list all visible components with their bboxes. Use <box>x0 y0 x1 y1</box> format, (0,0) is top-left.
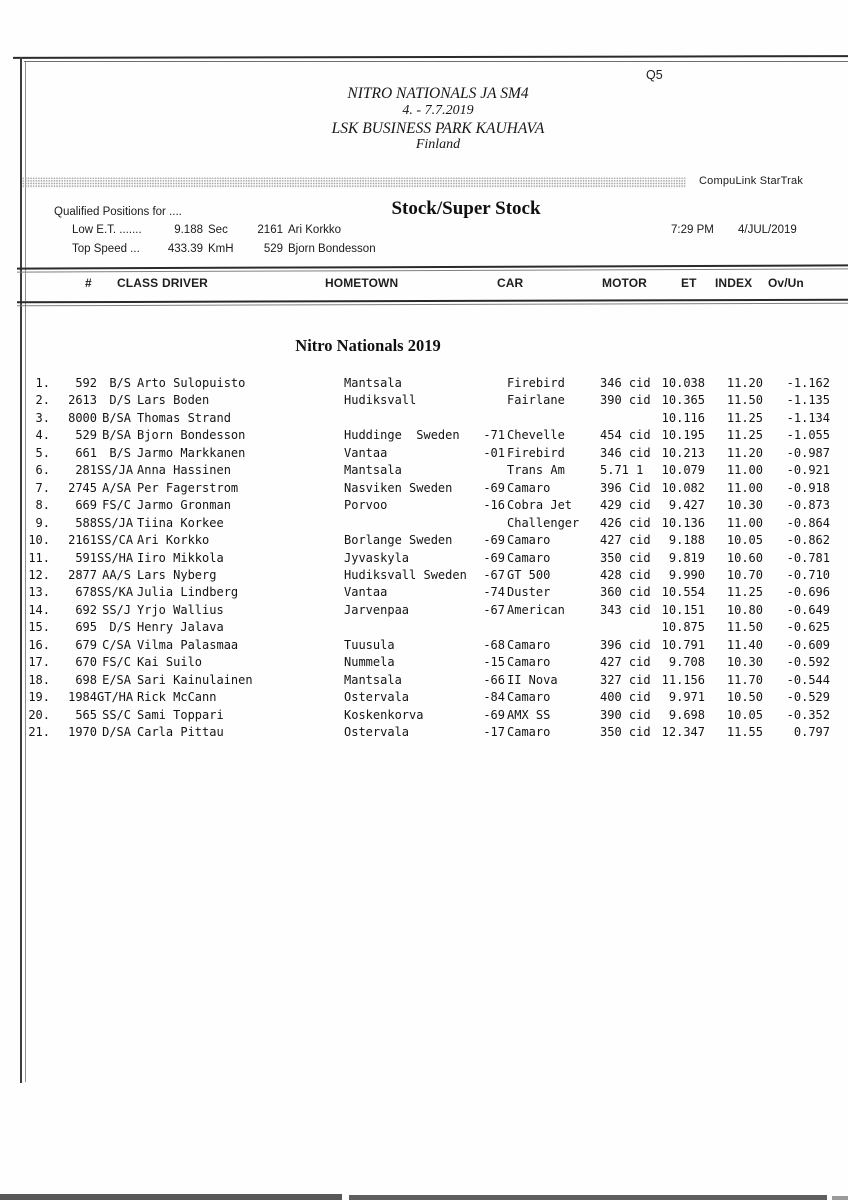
class-cell: D/S <box>109 393 131 408</box>
page-border-top-inner <box>24 61 848 62</box>
car-year-cell <box>481 410 505 427</box>
rank-cell: 12. <box>28 567 50 582</box>
et-cell: 10.116 <box>661 410 705 425</box>
driver-cell: Carla Pittau <box>137 725 224 740</box>
car-year-cell <box>481 462 505 479</box>
col-header-ovun: Ov/Un <box>768 276 804 290</box>
et-cell: 9.819 <box>668 550 705 565</box>
low-et-car-number: 2161 <box>257 224 283 236</box>
table-row <box>0 445 830 462</box>
class-cell: SS/JA <box>97 515 134 530</box>
hometown-cell: Hudiksvall Sweden <box>344 567 467 582</box>
motor-cell: 396 Cid <box>600 480 651 495</box>
rank-cell: 21. <box>28 725 50 740</box>
car-number-cell: 678 <box>75 585 97 600</box>
car-model-cell: AMX SS <box>507 707 551 722</box>
hometown-cell: Jarvenpaa <box>344 602 410 617</box>
et-cell: 10.365 <box>661 393 705 408</box>
car-year-cell: -68 <box>483 637 505 652</box>
class-cell: C/SA <box>102 637 131 652</box>
driver-cell: Iiro Mikkola <box>137 550 224 565</box>
car-number-cell: 2613 <box>68 393 97 408</box>
car-model-cell: Duster <box>507 585 551 600</box>
index-cell: 11.25 <box>726 585 763 600</box>
rank-cell: 7. <box>35 480 50 495</box>
ovun-cell: -0.529 <box>786 690 830 705</box>
driver-cell: Per Fagerstrom <box>137 480 239 495</box>
table-row <box>0 637 830 654</box>
ovun-cell: -0.918 <box>786 480 830 495</box>
car-number-cell: 588 <box>75 515 97 530</box>
event-dates: 4. - 7.7.2019 <box>402 103 474 118</box>
car-model-cell: Camaro <box>507 690 551 705</box>
et-cell: 9.708 <box>668 655 705 670</box>
index-cell: 11.25 <box>726 410 763 425</box>
et-cell: 10.213 <box>661 445 705 460</box>
scan-bottom-band <box>0 1194 342 1200</box>
car-model-cell: Fairlane <box>507 393 565 408</box>
ovun-cell: 0.797 <box>793 725 830 740</box>
motor-cell: 454 cid <box>600 428 651 443</box>
et-cell: 11.156 <box>661 672 705 687</box>
table-row <box>0 672 830 689</box>
page-label: Q5 <box>646 68 663 82</box>
col-header-number: # <box>85 276 92 290</box>
hometown-cell: Ostervala <box>344 725 410 740</box>
motor-cell: 390 cid <box>600 393 651 408</box>
scan-bottom-band <box>832 1196 848 1200</box>
top-speed-value: 433.39 <box>167 243 203 255</box>
car-year-cell: -01 <box>483 445 505 460</box>
driver-cell: Sami Toppari <box>137 707 224 722</box>
car-year-cell: -67 <box>483 567 505 582</box>
et-cell: 9.188 <box>668 533 705 548</box>
car-model-cell: Trans Am <box>507 463 565 478</box>
car-number-cell: 692 <box>75 602 97 617</box>
class-cell: B/S <box>109 445 131 460</box>
results-section-title: Nitro Nationals 2019 <box>295 336 441 355</box>
rank-cell: 18. <box>28 672 50 687</box>
class-cell: SS/JA <box>97 463 134 478</box>
hometown-cell: Hudiksvall <box>344 393 417 408</box>
car-number-cell: 529 <box>75 428 97 443</box>
rank-cell: 3. <box>35 410 50 425</box>
car-model-cell: Challenger <box>507 515 580 530</box>
col-header-et: ET <box>681 276 697 290</box>
class-cell: SS/J <box>102 602 131 617</box>
hometown-cell: Vantaa <box>344 445 388 460</box>
car-year-cell <box>481 619 505 636</box>
class-cell: E/SA <box>102 672 131 687</box>
low-et-driver: Ari Korkko <box>288 224 342 236</box>
et-cell: 9.698 <box>668 707 705 722</box>
results-table <box>0 375 830 742</box>
rank-cell: 13. <box>28 585 50 600</box>
ovun-cell: -0.625 <box>786 620 830 635</box>
car-model-cell: Firebird <box>507 445 565 460</box>
col-header-index: INDEX <box>715 276 753 290</box>
ovun-cell: -0.649 <box>786 602 830 617</box>
motor-cell: 350 cid <box>600 550 651 565</box>
class-cell: SS/KA <box>97 585 134 600</box>
low-et-label: Low E.T. ....... <box>72 224 142 236</box>
index-cell: 11.70 <box>726 672 763 687</box>
car-model-cell: II Nova <box>507 672 558 687</box>
index-cell: 10.30 <box>726 655 763 670</box>
et-cell: 9.427 <box>668 498 705 513</box>
low-et-unit: Sec <box>208 224 228 236</box>
car-year-cell: -67 <box>483 602 505 617</box>
top-speed-unit: KmH <box>208 243 234 255</box>
class-cell: B/S <box>109 376 131 390</box>
class-cell: B/SA <box>102 410 131 425</box>
class-cell: FS/C <box>102 655 131 670</box>
car-number-cell: 2161 <box>68 533 97 548</box>
print-time: 7:29 PM <box>671 224 714 236</box>
et-cell: 10.791 <box>661 637 705 652</box>
driver-cell: Tiina Korkee <box>137 515 224 530</box>
driver-cell: Lars Boden <box>137 393 210 408</box>
car-number-cell: 565 <box>75 707 97 722</box>
table-row <box>0 567 830 584</box>
ovun-cell: -0.987 <box>786 445 830 460</box>
header-rule-bottom-inner <box>17 303 848 307</box>
class-cell: SS/CA <box>97 533 134 548</box>
class-cell: FS/C <box>102 498 131 513</box>
hometown-cell: Jyvaskyla <box>344 550 410 565</box>
ovun-cell: -1.162 <box>786 376 830 390</box>
et-cell: 10.151 <box>661 602 705 617</box>
driver-cell: Jarmo Gronman <box>137 498 231 513</box>
table-row <box>0 497 830 514</box>
car-number-cell: 8000 <box>68 410 97 425</box>
index-cell: 10.80 <box>726 602 763 617</box>
class-cell: SS/HA <box>97 550 134 565</box>
class-cell: B/SA <box>102 428 131 443</box>
driver-cell: Julia Lindberg <box>137 585 239 600</box>
motor-cell: 427 cid <box>600 655 651 670</box>
ovun-cell: -0.864 <box>786 515 830 530</box>
driver-cell: Bjorn Bondesson <box>137 428 246 443</box>
col-header-car: CAR <box>497 276 524 290</box>
hometown-cell <box>344 619 481 636</box>
driver-cell: Yrjo Wallius <box>137 602 224 617</box>
ovun-cell: -0.352 <box>786 707 830 722</box>
table-row <box>0 619 830 636</box>
table-row <box>0 515 830 532</box>
table-row <box>0 654 830 671</box>
car-number-cell: 2745 <box>68 480 97 495</box>
hometown-cell: Borlange Sweden <box>344 533 453 548</box>
col-header-driver: DRIVER <box>162 276 208 290</box>
index-cell: 11.25 <box>726 428 763 443</box>
et-cell: 10.195 <box>661 428 705 443</box>
table-row <box>0 480 830 497</box>
index-cell: 11.00 <box>726 463 763 478</box>
driver-cell: Rick McCann <box>137 690 217 705</box>
motor-cell <box>598 410 655 427</box>
event-country: Finland <box>415 137 461 152</box>
table-row <box>0 584 830 601</box>
car-model-cell: Camaro <box>507 637 551 652</box>
car-model-cell: Firebird <box>507 376 565 390</box>
index-cell: 10.50 <box>726 690 763 705</box>
table-row <box>0 392 830 409</box>
ovun-cell: -0.544 <box>786 672 830 687</box>
motor-cell: 427 cid <box>600 533 651 548</box>
table-row <box>0 532 830 549</box>
rank-cell: 17. <box>28 655 50 670</box>
ovun-cell: -0.710 <box>786 567 830 582</box>
table-row <box>0 689 830 706</box>
ovun-cell: -0.921 <box>786 463 830 478</box>
table-row <box>0 462 830 479</box>
car-number-cell: 670 <box>75 655 97 670</box>
low-et-value: 9.188 <box>174 224 203 236</box>
car-year-cell: -74 <box>483 585 505 600</box>
rank-cell: 10. <box>28 533 50 548</box>
rank-cell: 4. <box>35 428 50 443</box>
driver-cell: Lars Nyberg <box>137 567 217 582</box>
car-year-cell: -16 <box>483 498 505 513</box>
hometown-cell: Porvoo <box>344 498 388 513</box>
index-cell: 10.05 <box>726 533 763 548</box>
motor-cell <box>598 619 655 636</box>
driver-cell: Anna Hassinen <box>137 463 231 478</box>
car-year-cell: -69 <box>483 480 505 495</box>
car-number-cell: 281 <box>75 463 97 478</box>
index-cell: 11.20 <box>726 445 763 460</box>
ovun-cell: -0.696 <box>786 585 830 600</box>
hometown-cell: Mantsala <box>344 672 402 687</box>
ovun-cell: -0.592 <box>786 655 830 670</box>
driver-cell: Vilma Palasmaa <box>137 637 239 652</box>
car-year-cell: -71 <box>483 428 505 443</box>
rank-cell: 2. <box>35 393 50 408</box>
motor-cell: 426 cid <box>600 515 651 530</box>
car-model-cell <box>505 619 598 636</box>
rank-cell: 16. <box>28 637 50 652</box>
rank-cell: 14. <box>28 602 50 617</box>
motor-cell: 5.71 1 <box>600 463 644 478</box>
ovun-cell: -0.781 <box>786 550 830 565</box>
hometown-cell: Koskenkorva <box>344 707 424 722</box>
ovun-cell: -0.873 <box>786 498 830 513</box>
index-cell: 10.05 <box>726 707 763 722</box>
car-number-cell: 679 <box>75 637 97 652</box>
class-cell: D/S <box>109 620 131 635</box>
print-date: 4/JUL/2019 <box>738 224 797 236</box>
hometown-cell: Tuusula <box>344 637 395 652</box>
class-cell: A/SA <box>102 480 131 495</box>
driver-cell: Sari Kainulainen <box>137 672 253 687</box>
car-year-cell: -66 <box>483 672 505 687</box>
motor-cell: 396 cid <box>600 637 651 652</box>
driver-cell: Kai Suilo <box>137 655 203 670</box>
col-header-class: CLASS <box>117 276 159 290</box>
page-border-top-outer <box>13 55 848 59</box>
rank-cell: 5. <box>35 445 50 460</box>
car-year-cell <box>481 392 505 409</box>
top-speed-driver: Bjorn Bondesson <box>288 243 376 255</box>
class-cell: GT/HA <box>97 690 134 705</box>
event-name: NITRO NATIONALS JA SM4 <box>347 85 529 102</box>
table-row <box>0 410 830 427</box>
qualified-positions-label: Qualified Positions for .... <box>54 206 182 218</box>
index-cell: 10.60 <box>726 550 763 565</box>
top-speed-car-number: 529 <box>263 243 283 255</box>
motor-cell: 346 cid <box>600 376 651 390</box>
motor-cell: 429 cid <box>600 498 651 513</box>
car-year-cell <box>481 375 505 392</box>
scan-bottom-band <box>349 1195 827 1200</box>
index-cell: 11.40 <box>726 637 763 652</box>
driver-cell: Arto Sulopuisto <box>137 376 246 390</box>
halftone-divider <box>22 177 686 188</box>
rank-cell: 6. <box>35 463 50 478</box>
car-year-cell: -69 <box>483 533 505 548</box>
class-cell: SS/C <box>102 707 131 722</box>
motor-cell: 350 cid <box>600 725 651 740</box>
table-row <box>0 550 830 567</box>
timing-brand: CompuLink StarTrak <box>699 175 804 187</box>
hometown-cell <box>344 515 481 532</box>
car-model-cell: American <box>507 602 565 617</box>
car-model-cell: Camaro <box>507 550 551 565</box>
ovun-cell: -1.134 <box>786 410 830 425</box>
hometown-cell: Huddinge Sweden <box>344 428 460 443</box>
ovun-cell: -1.055 <box>786 428 830 443</box>
car-number-cell: 698 <box>75 672 97 687</box>
et-cell: 10.875 <box>661 620 705 635</box>
car-year-cell: -17 <box>483 725 505 740</box>
hometown-cell: Ostervala <box>344 690 410 705</box>
top-speed-label: Top Speed ... <box>72 243 140 255</box>
et-cell: 9.971 <box>668 690 705 705</box>
car-model-cell <box>505 410 598 427</box>
car-number-cell: 591 <box>75 550 97 565</box>
rank-cell: 19. <box>28 690 50 705</box>
driver-cell: Thomas Strand <box>137 410 231 425</box>
car-number-cell: 669 <box>75 498 97 513</box>
car-year-cell <box>481 515 505 532</box>
car-model-cell: Camaro <box>507 480 551 495</box>
class-cell: AA/S <box>102 567 131 582</box>
car-model-cell: Cobra Jet <box>507 498 573 513</box>
index-cell: 11.55 <box>726 725 763 740</box>
hometown-cell: Nummela <box>344 655 395 670</box>
motor-cell: 346 cid <box>600 445 651 460</box>
ovun-cell: -1.135 <box>786 393 830 408</box>
rank-cell: 1. <box>35 376 50 390</box>
hometown-cell <box>344 410 481 427</box>
rank-cell: 9. <box>35 515 50 530</box>
table-row <box>0 427 830 444</box>
motor-cell: 428 cid <box>600 567 651 582</box>
hometown-cell: Mantsala <box>344 463 402 478</box>
et-cell: 9.990 <box>668 567 705 582</box>
rank-cell: 15. <box>28 620 50 635</box>
driver-cell: Jarmo Markkanen <box>137 445 246 460</box>
car-model-cell: Camaro <box>507 725 551 740</box>
hometown-cell: Vantaa <box>344 585 388 600</box>
col-header-motor: MOTOR <box>602 276 647 290</box>
motor-cell: 343 cid <box>600 602 651 617</box>
et-cell: 12.347 <box>661 725 705 740</box>
ovun-cell: -0.609 <box>786 637 830 652</box>
car-number-cell: 592 <box>75 376 97 390</box>
ovun-cell: -0.862 <box>786 533 830 548</box>
car-number-cell: 1984 <box>68 690 97 705</box>
index-cell: 11.00 <box>726 480 763 495</box>
et-cell: 10.082 <box>661 480 705 495</box>
car-model-cell: Camaro <box>507 533 551 548</box>
et-cell: 10.136 <box>661 515 705 530</box>
et-cell: 10.038 <box>661 376 705 390</box>
col-header-hometown: HOMETOWN <box>325 276 399 290</box>
car-number-cell: 2877 <box>68 567 97 582</box>
motor-cell: 327 cid <box>600 672 651 687</box>
motor-cell: 390 cid <box>600 707 651 722</box>
index-cell: 10.30 <box>726 498 763 513</box>
et-cell: 10.079 <box>661 463 705 478</box>
car-model-cell: Camaro <box>507 655 551 670</box>
class-title: Stock/Super Stock <box>391 198 541 219</box>
hometown-cell: Mantsala <box>344 376 402 390</box>
car-year-cell: -69 <box>483 707 505 722</box>
table-row <box>0 375 830 392</box>
index-cell: 11.00 <box>726 515 763 530</box>
et-cell: 10.554 <box>661 585 705 600</box>
car-number-cell: 695 <box>75 620 97 635</box>
index-cell: 10.70 <box>726 567 763 582</box>
rank-cell: 11. <box>28 550 50 565</box>
event-venue: LSK BUSINESS PARK KAUHAVA <box>331 120 545 137</box>
table-row <box>0 707 830 724</box>
index-cell: 11.50 <box>726 620 763 635</box>
motor-cell: 360 cid <box>600 585 651 600</box>
car-number-cell: 1970 <box>68 725 97 740</box>
car-number-cell: 661 <box>75 445 97 460</box>
motor-cell: 400 cid <box>600 690 651 705</box>
car-year-cell: -84 <box>483 690 505 705</box>
table-row <box>0 724 830 741</box>
car-year-cell: -69 <box>483 550 505 565</box>
hometown-cell: Nasviken Sweden <box>344 480 453 495</box>
car-model-cell: Chevelle <box>507 428 565 443</box>
car-year-cell: -15 <box>483 655 505 670</box>
car-model-cell: GT 500 <box>507 567 551 582</box>
driver-cell: Ari Korkko <box>137 533 210 548</box>
driver-cell: Henry Jalava <box>137 620 224 635</box>
rank-cell: 8. <box>35 498 50 513</box>
table-row <box>0 602 830 619</box>
rank-cell: 20. <box>28 707 50 722</box>
index-cell: 11.50 <box>726 393 763 408</box>
class-cell: D/SA <box>102 725 131 740</box>
index-cell: 11.20 <box>726 376 763 390</box>
